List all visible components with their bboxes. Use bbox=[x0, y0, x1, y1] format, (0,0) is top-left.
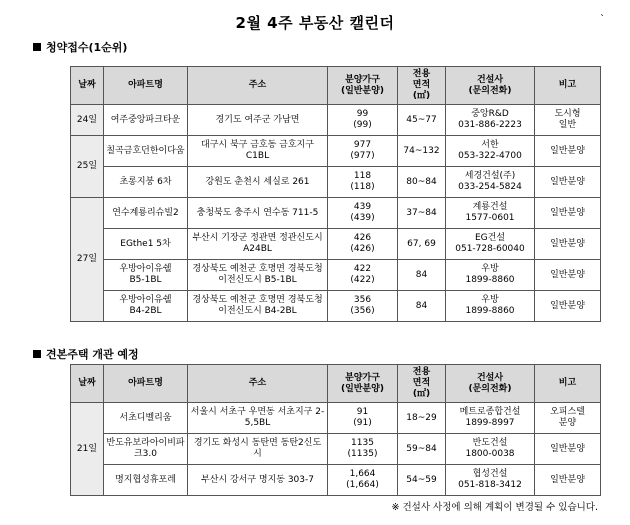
units-cell: 439 (439) bbox=[328, 198, 398, 229]
note-cell: 일반분양 bbox=[535, 260, 601, 291]
units-cell: 1135 (1135) bbox=[328, 434, 398, 465]
note-cell: 일반분양 bbox=[535, 434, 601, 465]
footnote: ※ 건설사 사정에 의해 계획이 변경될 수 있습니다. bbox=[391, 502, 598, 513]
apartment-cell: 여주중앙파크타운 bbox=[104, 105, 188, 136]
address-cell: 충청북도 충주시 연수동 711-5 bbox=[188, 198, 328, 229]
header-date: 날짜 bbox=[71, 365, 104, 403]
section-title-text: 견본주택 개관 예정 bbox=[46, 348, 139, 361]
apartment-cell: 우방아이유쉘 B5-1BL bbox=[104, 260, 188, 291]
builder-cell: 서한 053-322-4700 bbox=[446, 136, 535, 167]
square-bullet-icon bbox=[33, 350, 41, 358]
builder-cell: 우방 1899-8860 bbox=[446, 260, 535, 291]
apartment-cell: 칠곡금호던한이다움 bbox=[104, 136, 188, 167]
area-cell: 59~84 bbox=[398, 434, 446, 465]
address-cell: 경상북도 예천군 호명면 경북도청이전신도시 B5-1BL bbox=[188, 260, 328, 291]
note-cell: 일반분양 bbox=[535, 291, 601, 322]
table-row bbox=[71, 403, 601, 434]
section-title-text: 청약접수(1순위) bbox=[46, 41, 128, 54]
address-cell: 강원도 춘천시 세실로 261 bbox=[188, 167, 328, 198]
builder-cell: 반도건설 1800-0038 bbox=[446, 434, 535, 465]
page-title: 2월 4주 부동산 캘린더 bbox=[235, 14, 395, 32]
header-units: 분양가구 (일반분양) bbox=[328, 67, 398, 105]
address-cell: 서울시 서초구 우면동 서초지구 2-5,5BL bbox=[188, 403, 328, 434]
table-header-row bbox=[71, 365, 601, 403]
builder-cell: 세경건설(주) 033-254-5824 bbox=[446, 167, 535, 198]
units-cell: 1,664 (1,664) bbox=[328, 465, 398, 496]
header-units: 분양가구 (일반분양) bbox=[328, 365, 398, 403]
table-row bbox=[71, 105, 601, 136]
units-cell: 422 (422) bbox=[328, 260, 398, 291]
builder-cell: 우방 1899-8860 bbox=[446, 291, 535, 322]
square-bullet-icon bbox=[33, 43, 41, 51]
note-cell: 일반분양 bbox=[535, 198, 601, 229]
header-area: 전용 면적 (㎡) bbox=[398, 365, 446, 403]
table-row bbox=[71, 434, 601, 465]
table-row bbox=[71, 260, 601, 291]
date-cell: 24일 bbox=[71, 105, 104, 136]
builder-cell: 메트로종합건설 1899-8997 bbox=[446, 403, 535, 434]
note-cell: 일반분양 bbox=[535, 167, 601, 198]
table-row bbox=[71, 465, 601, 496]
note-cell: 일반분양 bbox=[535, 465, 601, 496]
units-cell: 118 (118) bbox=[328, 167, 398, 198]
area-cell: 67, 69 bbox=[398, 229, 446, 260]
builder-cell: 계룡건설 1577-0601 bbox=[446, 198, 535, 229]
header-date: 날짜 bbox=[71, 67, 104, 105]
section-title-model-house bbox=[33, 346, 139, 362]
apartment-cell: 명지협성휴포레 bbox=[104, 465, 188, 496]
apartment-cell: 반도유보라아이비파크3.0 bbox=[104, 434, 188, 465]
note-cell: 도시형 일반 bbox=[535, 105, 601, 136]
header-address: 주소 bbox=[188, 67, 328, 105]
area-cell: 37~84 bbox=[398, 198, 446, 229]
header-apartment: 아파트명 bbox=[104, 365, 188, 403]
header-builder: 건설사 (문의전화) bbox=[446, 365, 535, 403]
builder-cell: 협성건설 051-818-3412 bbox=[446, 465, 535, 496]
corner-mark: ` bbox=[600, 14, 605, 25]
note-cell: 오피스텔 분양 bbox=[535, 403, 601, 434]
address-cell: 경상북도 예천군 호명면 경북도청이전신도시 B4-2BL bbox=[188, 291, 328, 322]
table-row bbox=[71, 229, 601, 260]
address-cell: 경기도 화성시 동탄면 동탄2신도시 bbox=[188, 434, 328, 465]
note-cell: 일반분양 bbox=[535, 136, 601, 167]
header-builder: 건설사 (문의전화) bbox=[446, 67, 535, 105]
area-cell: 84 bbox=[398, 260, 446, 291]
table-row bbox=[71, 291, 601, 322]
note-cell: 일반분양 bbox=[535, 229, 601, 260]
builder-cell: 중앙R&D 031-886-2223 bbox=[446, 105, 535, 136]
section-title-subscription bbox=[33, 39, 127, 55]
apartment-cell: 우방아이유쉘 B4-2BL bbox=[104, 291, 188, 322]
model-house-table bbox=[70, 364, 601, 496]
address-cell: 대구시 북구 금호동 금호지구 C1BL bbox=[188, 136, 328, 167]
area-cell: 84 bbox=[398, 291, 446, 322]
units-cell: 977 (977) bbox=[328, 136, 398, 167]
builder-cell: EG건설 051-728-60040 bbox=[446, 229, 535, 260]
area-cell: 80~84 bbox=[398, 167, 446, 198]
header-note: 비고 bbox=[535, 365, 601, 403]
area-cell: 74~132 bbox=[398, 136, 446, 167]
apartment-cell: 초롱지붕 6차 bbox=[104, 167, 188, 198]
area-cell: 45~77 bbox=[398, 105, 446, 136]
header-note: 비고 bbox=[535, 67, 601, 105]
apartment-cell: 연수계룡리슈빌2 bbox=[104, 198, 188, 229]
header-address: 주소 bbox=[188, 365, 328, 403]
table-header-row bbox=[71, 67, 601, 105]
area-cell: 54~59 bbox=[398, 465, 446, 496]
units-cell: 99 (99) bbox=[328, 105, 398, 136]
date-cell: 27일 bbox=[71, 198, 104, 322]
table-row bbox=[71, 198, 601, 229]
apartment-cell: 서초디벨리움 bbox=[104, 403, 188, 434]
apartment-cell: EGthe1 5차 bbox=[104, 229, 188, 260]
date-cell: 25일 bbox=[71, 136, 104, 198]
address-cell: 부산시 강서구 명지동 303-7 bbox=[188, 465, 328, 496]
units-cell: 426 (426) bbox=[328, 229, 398, 260]
address-cell: 부산시 기장군 정관면 정관신도시 A24BL bbox=[188, 229, 328, 260]
address-cell: 경기도 여주군 가남면 bbox=[188, 105, 328, 136]
date-cell: 21일 bbox=[71, 403, 104, 496]
units-cell: 356 (356) bbox=[328, 291, 398, 322]
table-row bbox=[71, 136, 601, 167]
subscription-table bbox=[70, 66, 601, 322]
header-area: 전용 면적 (㎡) bbox=[398, 67, 446, 105]
header-apartment: 아파트명 bbox=[104, 67, 188, 105]
units-cell: 91 (91) bbox=[328, 403, 398, 434]
table-row bbox=[71, 167, 601, 198]
area-cell: 18~29 bbox=[398, 403, 446, 434]
